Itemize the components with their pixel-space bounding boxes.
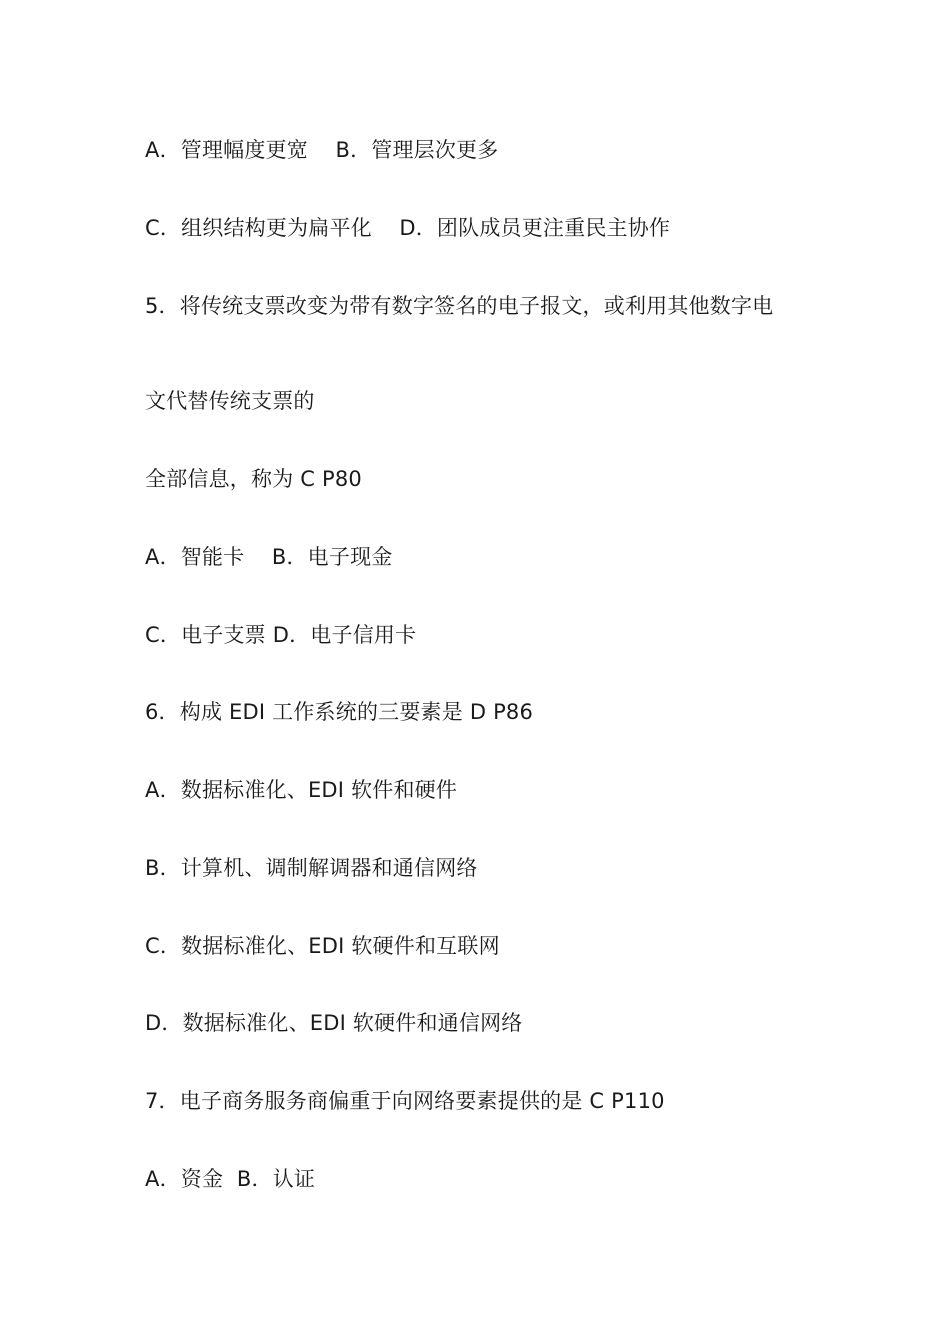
q5-stem-part1: 5．将传统支票改变为带有数字签名的电子报文，或利用其他数字电	[145, 294, 774, 318]
q4-options-cd: C．组织结构更为扁平化 D．团队成员更注重民主协作	[145, 216, 671, 240]
q5-stem-part3: 全部信息，称为 C P80	[145, 467, 362, 491]
q5-stem-part2: 文代替传统支票的	[145, 389, 315, 413]
q6-option-a: A．数据标准化、EDI 软件和硬件	[145, 778, 458, 802]
q6-stem: 6．构成 EDI 工作系统的三要素是 D P86	[145, 700, 534, 724]
q6-option-c: C．数据标准化、EDI 软硬件和互联网	[145, 934, 500, 958]
q4-options-ab: A．管理幅度更宽 B．管理层次更多	[145, 138, 499, 162]
q6-option-b: B．计算机、调制解调器和通信网络	[145, 856, 478, 880]
q7-options-ab: A．资金 B．认证	[145, 1167, 316, 1191]
q5-options-ab: A．智能卡 B．电子现金	[145, 545, 393, 569]
q6-option-d: D．数据标准化、EDI 软硬件和通信网络	[145, 1011, 523, 1035]
q5-options-cd: C．电子支票 D．电子信用卡	[145, 623, 417, 647]
q7-stem: 7．电子商务服务商偏重于向网络要素提供的是 C P110	[145, 1089, 665, 1113]
